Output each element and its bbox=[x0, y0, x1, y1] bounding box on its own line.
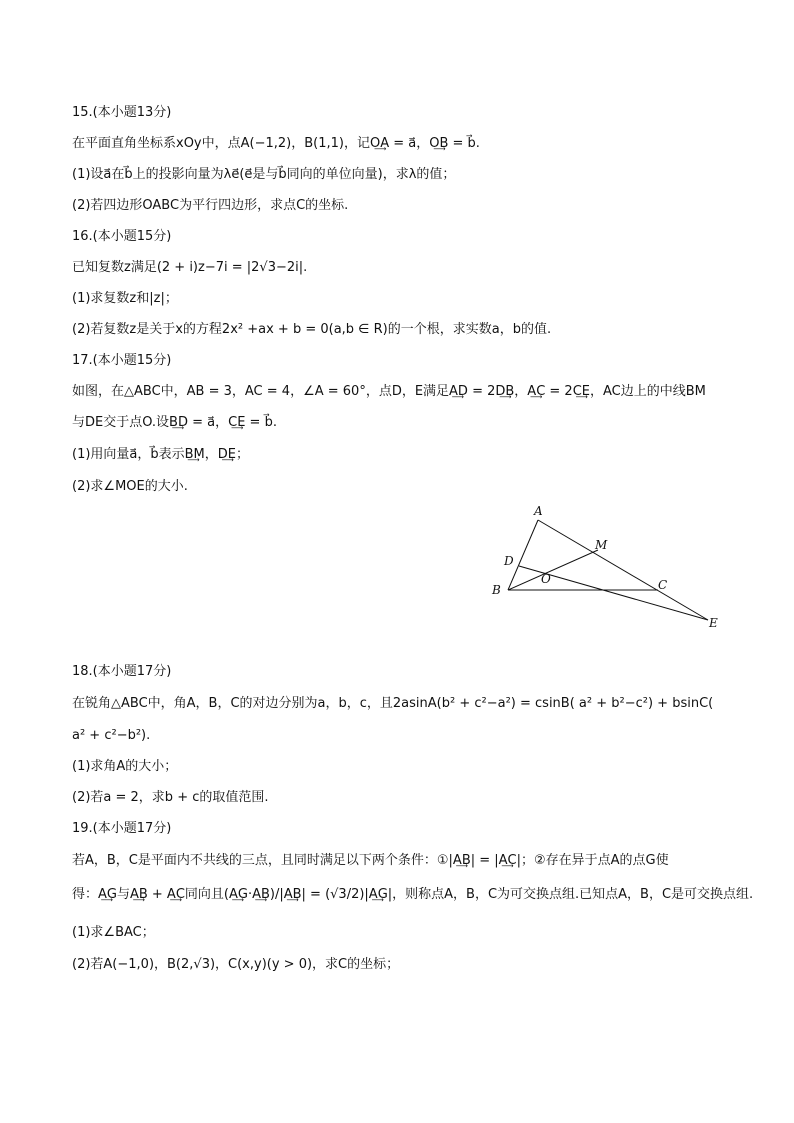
problem-16-part-1: (1)求复数z和|z|； bbox=[72, 291, 178, 306]
label-a: A bbox=[534, 504, 543, 518]
triangle-diagram bbox=[486, 498, 726, 638]
problem-15-part-1: (1)设a⃗在b⃗上的投影向量为λe⃗(e⃗是与b⃗同向的单位向量)，求λ的值； bbox=[72, 167, 456, 182]
problem-18-header: 18.(本小题17分) bbox=[72, 664, 172, 679]
problem-15-header: 15.(本小题13分) bbox=[72, 105, 172, 120]
problem-17-part-1: (1)用向量a⃗，b⃗表示B͢M，D͢E； bbox=[72, 447, 249, 462]
problem-17-header: 17.(本小题15分) bbox=[72, 353, 172, 368]
problem-16-stem: 已知复数z满足(2 + i)z−7i = |2√3−2i|. bbox=[72, 260, 308, 275]
problem-16-part-2: (2)若复数z是关于x的方程2x² +ax + b = 0(a,b ∈ R)的一个根，求实数a，b的值. bbox=[72, 322, 552, 337]
segment-bm bbox=[508, 550, 598, 590]
label-b: B bbox=[492, 583, 501, 597]
problem-19-part-2: (2)若A(−1,0)，B(2,√3)，C(x,y)(y > 0)，求C的坐标； bbox=[72, 957, 400, 972]
label-d: D bbox=[504, 554, 514, 568]
problem-19-header: 19.(本小题17分) bbox=[72, 821, 172, 836]
label-c: C bbox=[658, 578, 668, 592]
label-m: M bbox=[595, 538, 608, 552]
problem-16-header: 16.(本小题15分) bbox=[72, 229, 172, 244]
problem-17-stem-1: 如图，在△ABC中，AB = 3，AC = 4，∠A = 60°，点D，E满足A͢D = 2D͢B，A͢C = 2C͢E，AC边上的中线BM bbox=[72, 384, 706, 399]
problem-18-part-1: (1)求角A的大小； bbox=[72, 759, 178, 774]
problem-18-stem-1: 在锐角△ABC中，角A，B，C的对边分别为a，b，c，且2asinA(b² + c²−a²) = csinB( a² + b²−c²) + bsinC( bbox=[72, 696, 714, 711]
triangle-figure bbox=[486, 498, 726, 638]
problem-19-stem-2: 得：A͢G与A͢B + A͢C同向且(A͢G·A͢B)/|A͢B| = (√3/2)|A͢G|，则称点A，B，C为可交换点组.已知点A，B，C是可交换点组. bbox=[72, 887, 754, 902]
label-e: E bbox=[709, 616, 718, 630]
problem-15-stem: 在平面直角坐标系xOy中，点A(−1,2)，B(1,1)，记O͢A = a⃗，O͢B = b⃗. bbox=[72, 136, 480, 151]
segment-ae bbox=[538, 520, 708, 620]
problem-19-stem-1: 若A，B，C是平面内不共线的三点，且同时满足以下两个条件：①|A͢B| = |A͢C|；②存在异于点A的点G使 bbox=[72, 853, 669, 868]
problem-18-stem-2: a² + c²−b²). bbox=[72, 728, 151, 743]
problem-18-part-2: (2)若a = 2，求b + c的取值范围. bbox=[72, 790, 269, 805]
problem-19-part-1: (1)求∠BAC； bbox=[72, 925, 155, 940]
problem-17-stem-2: 与DE交于点O.设B͢D = a⃗，C͢E = b⃗. bbox=[72, 415, 277, 430]
problem-17-part-2: (2)求∠MOE的大小. bbox=[72, 479, 188, 494]
problem-15-part-2: (2)若四边形OABC为平行四边形，求点C的坐标. bbox=[72, 198, 349, 213]
label-o: O bbox=[541, 572, 551, 586]
